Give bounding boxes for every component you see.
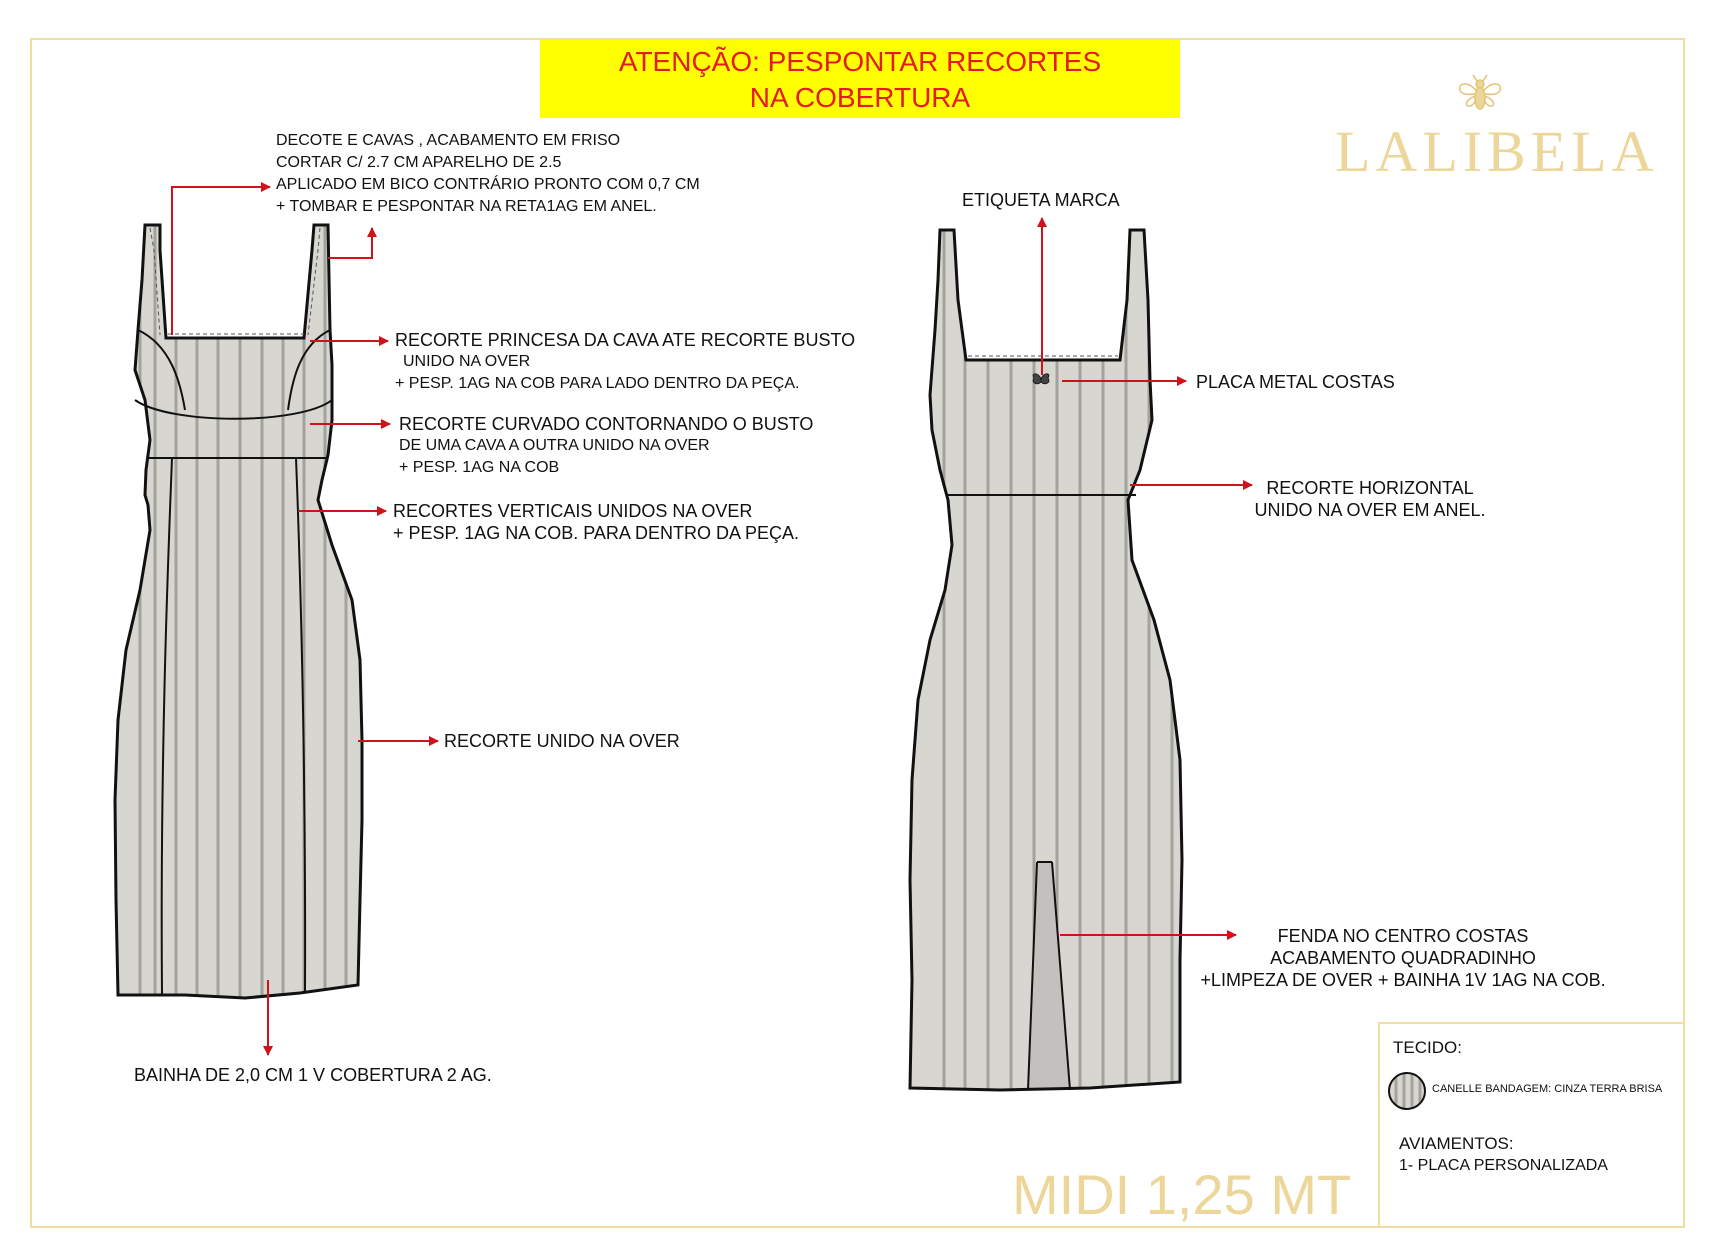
note-curved-l3: + PESP. 1AG NA COB: [399, 459, 560, 476]
back-dress: [900, 220, 1200, 1100]
tecido-title: TECIDO:: [1393, 1038, 1462, 1057]
note-princess: [395, 329, 855, 395]
note-neckline-l3: APLICADO EM BICO CONTRÁRIO PRONTO COM 0,7 CM: [276, 176, 700, 193]
fabric-swatch-icon: [1387, 1071, 1427, 1111]
note-slit-l3: +LIMPEZA DE OVER + BAINHA 1V 1AG NA COB.: [1200, 970, 1606, 990]
note-slit: [1188, 925, 1618, 991]
note-label: [962, 189, 1120, 211]
note-horizontal: [1240, 477, 1500, 521]
note-vertical: [393, 500, 799, 544]
note-vertical-l1: RECORTES VERTICAIS UNIDOS NA OVER: [393, 501, 753, 521]
note-hem: [134, 1064, 492, 1086]
note-neckline-l2: CORTAR C/ 2.7 CM APARELHO DE 2.5: [276, 154, 562, 171]
brand-logo-text: LALIBELA: [1335, 119, 1659, 184]
banner-line-2: NA COBERTURA: [749, 82, 971, 113]
note-vertical-l2: + PESP. 1AG NA COB. PARA DENTRO DA PEÇA.: [393, 523, 799, 543]
note-princess-l1: RECORTE PRINCESA DA CAVA ATE RECORTE BUSTO: [395, 330, 856, 350]
note-slit-l2: ACABAMENTO QUADRADINHO: [1270, 948, 1536, 968]
note-label-l1: ETIQUETA MARCA: [962, 190, 1120, 210]
note-hem-l1: BAINHA DE 2,0 CM 1 V COBERTURA 2 AG.: [134, 1065, 492, 1085]
banner-line-1: ATENÇÃO: PESPONTAR RECORTES: [618, 46, 1102, 77]
consumption-label: MIDI 1,25 MT: [1012, 1163, 1352, 1226]
note-neckline-l4: + TOMBAR E PESPONTAR NA RETA1AG EM ANEL.: [276, 198, 657, 215]
note-side: [444, 730, 680, 752]
note-plate-l1: PLACA METAL COSTAS: [1196, 372, 1395, 392]
note-horizontal-l2: UNIDO NA OVER EM ANEL.: [1254, 500, 1486, 520]
note-side-l1: RECORTE UNIDO NA OVER: [444, 731, 680, 751]
note-curved-l1: RECORTE CURVADO CONTORNANDO O BUSTO: [399, 414, 814, 434]
arrow-neckline: [172, 187, 270, 335]
note-plate: [1196, 371, 1395, 393]
aviamentos-item: 1- PLACA PERSONALIZADA: [1399, 1157, 1608, 1174]
note-curved-l2: DE UMA CAVA A OUTRA UNIDO NA OVER: [399, 437, 710, 454]
note-horizontal-l1: RECORTE HORIZONTAL: [1266, 478, 1474, 498]
note-neckline-l1: DECOTE E CAVAS , ACABAMENTO EM FRISO: [276, 132, 621, 149]
aviamentos-title: AVIAMENTOS:: [1399, 1134, 1514, 1153]
note-slit-l1: FENDA NO CENTRO COSTAS: [1277, 926, 1529, 946]
note-princess-l3: + PESP. 1AG NA COB PARA LADO DENTRO DA PEÇA.: [395, 375, 800, 392]
note-princess-l2: UNIDO NA OVER: [403, 353, 531, 370]
fabric-name: CANELLE BANDAGEM: CINZA TERRA BRISA: [1432, 1083, 1663, 1095]
front-dress: [100, 210, 380, 1010]
note-neckline: [276, 130, 700, 218]
arrow-neckline-2: [328, 228, 372, 258]
note-curved: [399, 413, 813, 479]
